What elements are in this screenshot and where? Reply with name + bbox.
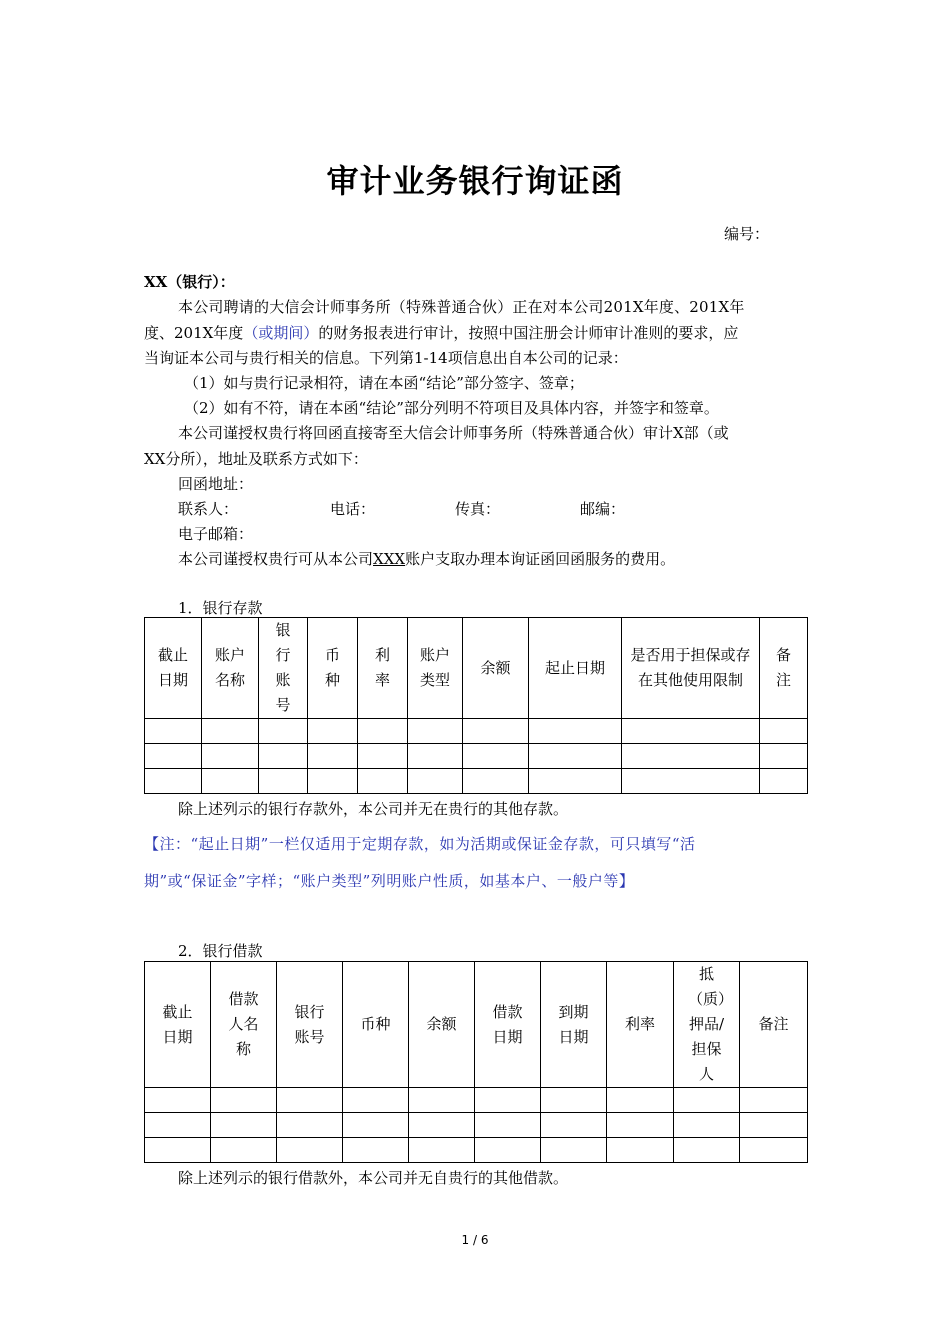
contact-person-label: 联系人： bbox=[178, 500, 239, 518]
page-number: 1 / 6 bbox=[461, 1233, 489, 1247]
fee-account: XXX bbox=[373, 550, 406, 568]
loan-header-cell: 抵（质）押品/担保人 bbox=[674, 962, 740, 1088]
intro-line-2 bbox=[144, 323, 738, 343]
contact-row bbox=[178, 499, 626, 519]
section2-footer: 除上述列示的银行借款外，本公司并无自贵行的其他借款。 bbox=[178, 1169, 569, 1187]
intro-item-1: （1）如与贵行记录相符，请在本函“结论”部分签字、签章； bbox=[184, 374, 584, 392]
auth-line-2: XX分所），地址及联系方式如下： bbox=[144, 450, 368, 468]
email-label: 电子邮箱： bbox=[178, 525, 254, 543]
section1-note-1: 【注：“起止日期”一栏仅适用于定期存款，如为活期或保证金存款，可只填写“活 bbox=[144, 835, 696, 853]
loan-header-cell: 利率 bbox=[607, 962, 674, 1088]
table-row bbox=[145, 769, 808, 794]
deposit-header-cell: 是否用于担保或存在其他使用限制 bbox=[622, 618, 760, 719]
loan-header-row bbox=[145, 962, 808, 1088]
loan-header-cell: 借款人名称 bbox=[211, 962, 277, 1088]
table-row bbox=[145, 1138, 808, 1163]
intro-line-2-pre: 度、201X年度 bbox=[144, 324, 244, 342]
page-title: 审计业务银行询证函 bbox=[326, 162, 624, 200]
table-row bbox=[145, 719, 808, 744]
fax-label: 传真： bbox=[455, 500, 501, 518]
phone-label: 电话： bbox=[330, 500, 376, 518]
deposit-header-cell: 银行账号 bbox=[259, 618, 308, 719]
deposit-header-cell: 币种 bbox=[308, 618, 358, 719]
intro-item-2: （2）如有不符，请在本函“结论”部分列明不符项目及具体内容，并签字和签章。 bbox=[184, 399, 719, 417]
deposit-header-cell: 利率 bbox=[358, 618, 408, 719]
loan-header-cell: 截止日期 bbox=[145, 962, 211, 1088]
loan-header-cell: 借款日期 bbox=[475, 962, 541, 1088]
intro-line-1: 本公司聘请的大信会计师事务所（特殊普通合伙）正在对本公司201X年度、201X年 bbox=[178, 298, 745, 316]
section1-heading: 1．银行存款 bbox=[178, 599, 263, 617]
deposit-header-cell: 起止日期 bbox=[529, 618, 622, 719]
section1-note-2: 期”或“保证金”字样；“账户类型”列明账户性质，如基本户、一般户等】 bbox=[144, 872, 635, 890]
deposit-header-cell: 账户类型 bbox=[408, 618, 463, 719]
addressee: XX（银行）： bbox=[144, 273, 235, 291]
section2-heading: 2．银行借款 bbox=[178, 942, 263, 960]
table-row bbox=[145, 1088, 808, 1113]
auth-line-1: 本公司谨授权贵行将回函直接寄至大信会计师事务所（特殊普通合伙）审计X部（或 bbox=[178, 424, 729, 442]
table-row bbox=[145, 1113, 808, 1138]
loan-table bbox=[144, 961, 808, 1163]
deposit-table bbox=[144, 617, 808, 794]
fee-line-pre: 本公司谨授权贵行可从本公司 bbox=[178, 550, 374, 568]
deposit-header-cell: 截止日期 bbox=[145, 618, 202, 719]
loan-header-cell: 银行账号 bbox=[277, 962, 343, 1088]
loan-header-cell: 余额 bbox=[409, 962, 475, 1088]
doc-number-label: 编号： bbox=[724, 225, 770, 243]
fee-line bbox=[178, 549, 675, 569]
deposit-header-row bbox=[145, 618, 808, 719]
loan-header-cell: 到期日期 bbox=[541, 962, 607, 1088]
loan-header-cell: 备注 bbox=[740, 962, 808, 1088]
deposit-header-cell: 余额 bbox=[463, 618, 529, 719]
intro-line-2-post: 的财务报表进行审计，按照中国注册会计师审计准则的要求，应 bbox=[318, 324, 739, 342]
intro-line-3: 当询证本公司与贵行相关的信息。下列第1-14项信息出自本公司的记录： bbox=[144, 349, 628, 367]
deposit-header-cell: 账户名称 bbox=[202, 618, 259, 719]
postcode-label: 邮编： bbox=[580, 500, 626, 518]
intro-period-note: （或期间） bbox=[243, 324, 319, 342]
return-address-label: 回函地址： bbox=[178, 475, 254, 493]
deposit-header-cell: 备注 bbox=[760, 618, 808, 719]
section1-footer: 除上述列示的银行存款外，本公司并无在贵行的其他存款。 bbox=[178, 800, 569, 818]
fee-line-post: 账户支取办理本询证函回函服务的费用。 bbox=[405, 550, 676, 568]
table-row bbox=[145, 744, 808, 769]
loan-header-cell: 币种 bbox=[343, 962, 409, 1088]
